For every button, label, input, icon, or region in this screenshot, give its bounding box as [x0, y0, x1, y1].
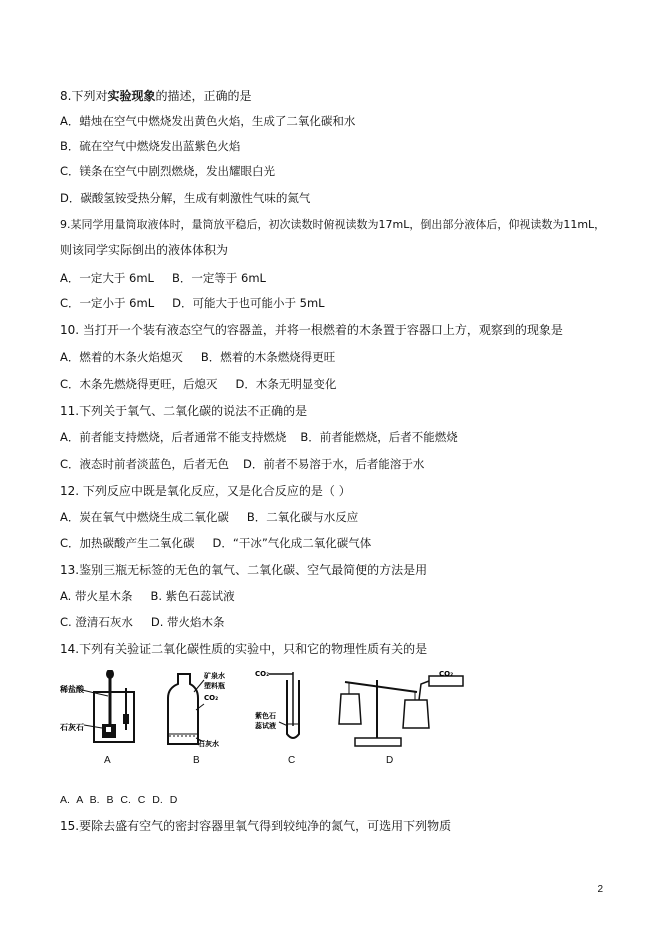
figure-b-water-label: 石灰水 — [198, 740, 219, 748]
figure-c-gas-label: CO₂ — [255, 670, 270, 678]
q10-option-c: C．木条先燃烧得更旺，后熄灭 — [60, 377, 218, 391]
q10-stem: 10. 当打开一个装有液态空气的容器盖，并将一根燃着的木条置于容器口上方，观察到的现象是 — [60, 323, 563, 337]
figure-b-bottle — [158, 670, 258, 750]
q9-stem-line2: 则该同学实际倒出的液体体积为 — [60, 243, 229, 257]
figure-c-reagent-label2: 蕊试液 — [255, 722, 276, 730]
figure-a-beaker — [60, 670, 150, 750]
q9-option-c: C．一定小于 6mL — [60, 296, 155, 310]
q10-options-row1 — [60, 349, 335, 365]
q14-stem: 14.下列有关验证二氧化碳性质的实验中，只和它的物理性质有关的是 — [60, 642, 428, 656]
figure-c-reagent-label1: 紫色石 — [255, 712, 276, 720]
q13-option-a: A. 带火星木条 — [60, 589, 133, 603]
figure-d-balance — [335, 670, 465, 752]
q10-option-a: A．燃着的木条火焰熄灭 — [60, 350, 183, 364]
q9-option-b: B．一定等于 6mL — [171, 271, 266, 285]
figure-b-gas-label: CO₂ — [204, 694, 219, 702]
q14-answer-options: A. A B. B C. C D. D — [60, 794, 178, 806]
q10-options-row2 — [60, 376, 336, 392]
q9-options-row1 — [60, 270, 266, 286]
figure-c-label: C — [288, 755, 296, 766]
figure-b-label: B — [193, 755, 200, 766]
figure-d-gas-label: CO₂ — [439, 670, 454, 678]
q10-option-d: D．木条无明显变化 — [235, 377, 337, 391]
q12-stem: 12. 下列反应中既是氧化反应，又是化合反应的是（ ） — [60, 484, 351, 498]
q12-option-b: B．二氧化碳与水反应 — [246, 510, 359, 524]
q12-options-row1 — [60, 509, 358, 525]
page-number: 2 — [597, 884, 603, 895]
q13-stem: 13.鉴别三瓶无标签的无色的氧气、二氧化碳、空气最简便的方法是用 — [60, 563, 428, 577]
q11-option-b: B．前者能燃烧，后者不能燃烧 — [300, 430, 458, 444]
q11-option-c: C．液态时前者淡蓝色，后者无色 — [60, 457, 230, 471]
q11-options-row1 — [60, 429, 458, 445]
q9-option-a: A．一定大于 6mL — [60, 271, 154, 285]
figure-a-stone-label: 石灰石 — [60, 723, 84, 732]
q12-options-row2 — [60, 535, 371, 551]
q8-option-a: A．蜡烛在空气中燃烧发出黄色火焰，生成了二氧化碳和水 — [60, 114, 356, 128]
q11-stem: 11.下列关于氧气、二氧化碳的说法不正确的是 — [60, 404, 308, 418]
q13-option-c: C. 澄清石灰水 — [60, 615, 133, 629]
figure-a-acid-label: 稀盐酸 — [60, 685, 84, 694]
figure-b-bottle-label2: 塑料瓶 — [204, 682, 225, 690]
figure-c-test-tube — [255, 670, 335, 750]
figure-a-label: A — [104, 755, 111, 766]
q13-options-row1 — [60, 588, 235, 604]
q13-options-row2 — [60, 614, 225, 630]
q12-option-d: D．“干冰”气化成二氧化碳气体 — [212, 536, 372, 550]
q13-option-b: B. 紫色石蕊试液 — [150, 589, 235, 603]
q12-option-a: A．炭在氧气中燃烧生成二氧化碳 — [60, 510, 229, 524]
q8-option-c: C．镁条在空气中剧烈燃烧，发出耀眼白光 — [60, 164, 276, 178]
q8-stem: 8.下列对实验现象的描述，正确的是 — [60, 89, 252, 103]
q11-option-d: D．前者不易溶于水，后者能溶于水 — [243, 457, 425, 471]
q9-stem-line1: 9.某同学用量筒取液体时，量筒放平稳后，初次读数时俯视读数为17mL，倒出部分液体后，仰视读数为11mL， — [60, 218, 606, 231]
q15-stem: 15.要除去盛有空气的密封容器里氧气得到较纯净的氮气，可选用下列物质 — [60, 819, 452, 833]
figure-b-bottle-label1: 矿泉水 — [204, 672, 225, 680]
q11-option-a: A．前者能支持燃烧，后者通常不能支持燃烧 — [60, 430, 287, 444]
q12-option-c: C．加热碳酸产生二氧化碳 — [60, 536, 195, 550]
q8-option-d: D．碳酸氢铵受热分解，生成有刺激性气味的氮气 — [60, 191, 311, 205]
q9-options-row2 — [60, 295, 325, 311]
figure-d-label: D — [386, 755, 394, 766]
q9-option-d: D．可能大于也可能小于 5mL — [172, 296, 325, 310]
q10-option-b: B．燃着的木条燃烧得更旺 — [200, 350, 336, 364]
q13-option-d: D. 带火焰木条 — [150, 615, 225, 629]
q11-options-row2 — [60, 456, 424, 472]
q8-option-b: B．硫在空气中燃烧发出蓝紫色火焰 — [60, 139, 241, 153]
